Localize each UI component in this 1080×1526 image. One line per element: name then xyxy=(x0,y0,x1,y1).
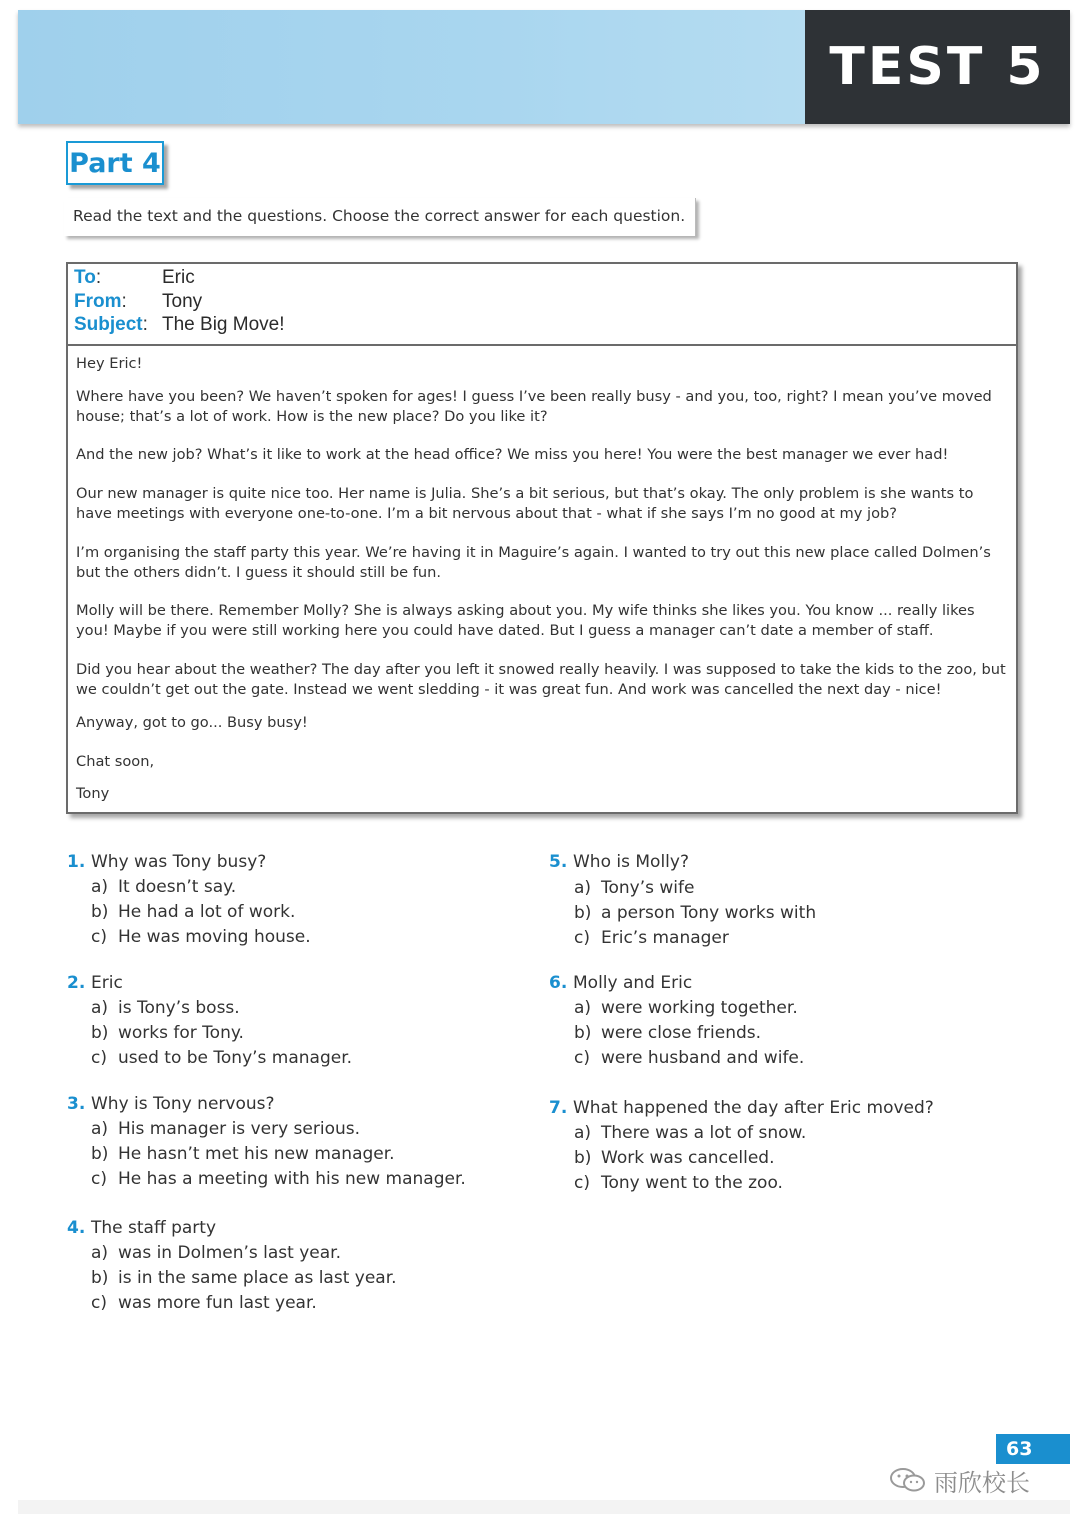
question-4-option-b[interactable]: b) is in the same place as last year. xyxy=(91,1268,397,1288)
question-6-option-c[interactable]: c) were husband and wife. xyxy=(574,1048,805,1068)
question-6-option-a[interactable]: a) were working together. xyxy=(574,998,798,1018)
test-title: TEST 5 xyxy=(829,37,1046,97)
question-5-option-c[interactable]: c) Eric’s manager xyxy=(574,928,729,948)
email-to-row: To: Eric xyxy=(74,267,195,288)
email-paragraph: Chat soon, xyxy=(76,753,155,770)
wechat-icon xyxy=(888,1466,928,1494)
question-7-option-a[interactable]: a) There was a lot of snow. xyxy=(574,1123,807,1143)
email-paragraph: And the new job? What’s it like to work at the head office? We miss you here! You were the best manager we ever had! xyxy=(76,446,949,463)
email-box xyxy=(66,262,1018,814)
question-2: 2. Eric xyxy=(67,973,123,993)
question-5-option-b[interactable]: b) a person Tony works with xyxy=(574,903,817,923)
question-1-option-c[interactable]: c) He was moving house. xyxy=(91,927,311,947)
question-2-option-b[interactable]: b) works for Tony. xyxy=(91,1023,244,1043)
email-paragraph: Hey Eric! xyxy=(76,355,143,372)
watermark xyxy=(888,1462,1058,1498)
email-to-value: Eric xyxy=(162,267,195,288)
email-from-row: From: Tony xyxy=(74,291,203,312)
question-4-option-c[interactable]: c) was more fun last year. xyxy=(91,1293,317,1313)
part-label: Part 4 xyxy=(66,141,164,185)
question-2-option-c[interactable]: c) used to be Tony’s manager. xyxy=(91,1048,353,1068)
email-header xyxy=(68,264,1016,346)
question-6: 6. Molly and Eric xyxy=(549,973,693,993)
email-paragraph: Did you hear about the weather? The day after you left it snowed really heavily. I was supposed to take the kids to the zoo, but we couldn’t get out the gate. Instead we went sledding - it was great fun. And work was cancelled the next day - nice! xyxy=(76,661,1006,698)
question-1-option-a[interactable]: a) It doesn’t say. xyxy=(91,877,237,897)
instructions: Read the text and the questions. Choose the correct answer for each question. xyxy=(64,198,696,236)
question-3-option-c[interactable]: c) He has a meeting with his new manager. xyxy=(91,1169,466,1189)
question-7-option-b[interactable]: b) Work was cancelled. xyxy=(574,1148,775,1168)
question-5: 5. Who is Molly? xyxy=(549,852,689,872)
question-5-option-a[interactable]: a) Tony’s wife xyxy=(574,878,695,898)
email-paragraph: Molly will be there. Remember Molly? She is always asking about you. My wife thinks she likes you. You know ... really likes you! Maybe if you were still working here you could have dated. But I guess a manager can’t date a member of staff. xyxy=(76,602,975,639)
question-3: 3. Why is Tony nervous? xyxy=(67,1094,275,1114)
email-paragraph: Our new manager is quite nice too. Her name is Julia. She’s a bit serious, but that’s okay. The only problem is she wants to have meetings with everyone one-to-one. I’m a bit nervous about that - what if she says I’m no good at my job? xyxy=(76,485,974,522)
question-7: 7. What happened the day after Eric moved? xyxy=(549,1098,934,1118)
email-to-label: To xyxy=(74,267,96,288)
question-3-option-b[interactable]: b) He hasn’t met his new manager. xyxy=(91,1144,395,1164)
question-7-option-c[interactable]: c) Tony went to the zoo. xyxy=(574,1173,783,1193)
watermark-text: 雨欣校长 xyxy=(934,1468,1030,1497)
question-6-option-b[interactable]: b) were close friends. xyxy=(574,1023,762,1043)
question-3-option-a[interactable]: a) His manager is very serious. xyxy=(91,1119,361,1139)
question-2-option-a[interactable]: a) is Tony’s boss. xyxy=(91,998,240,1018)
question-1: 1. Why was Tony busy? xyxy=(67,852,267,872)
footer-strip xyxy=(18,1500,1070,1514)
page-number: 63 xyxy=(996,1434,1070,1464)
question-1-option-b[interactable]: b) He had a lot of work. xyxy=(91,902,296,922)
email-paragraph: I’m organising the staff party this year. We’re having it in Maguire’s again. I wanted to try out this new place called Dolmen’s but the others didn’t. I guess it should still be fun. xyxy=(76,544,991,581)
question-4: 4. The staff party xyxy=(67,1218,217,1238)
email-subject-row: Subject: The Big Move! xyxy=(74,314,285,335)
email-paragraph: Where have you been? We haven’t spoken for ages! I guess I’ve been really busy - and you, too, right? I mean you’ve moved house; that’s a lot of work. How is the new place? Do you like it? xyxy=(76,388,992,425)
question-4-option-a[interactable]: a) was in Dolmen’s last year. xyxy=(91,1243,341,1263)
email-paragraph: Tony xyxy=(76,785,110,802)
email-from-label: From xyxy=(74,291,122,312)
email-from-value: Tony xyxy=(162,291,203,312)
email-paragraph: Anyway, got to go... Busy busy! xyxy=(76,714,308,731)
email-subject-label: Subject xyxy=(74,314,143,335)
email-subject-value: The Big Move! xyxy=(162,314,285,335)
